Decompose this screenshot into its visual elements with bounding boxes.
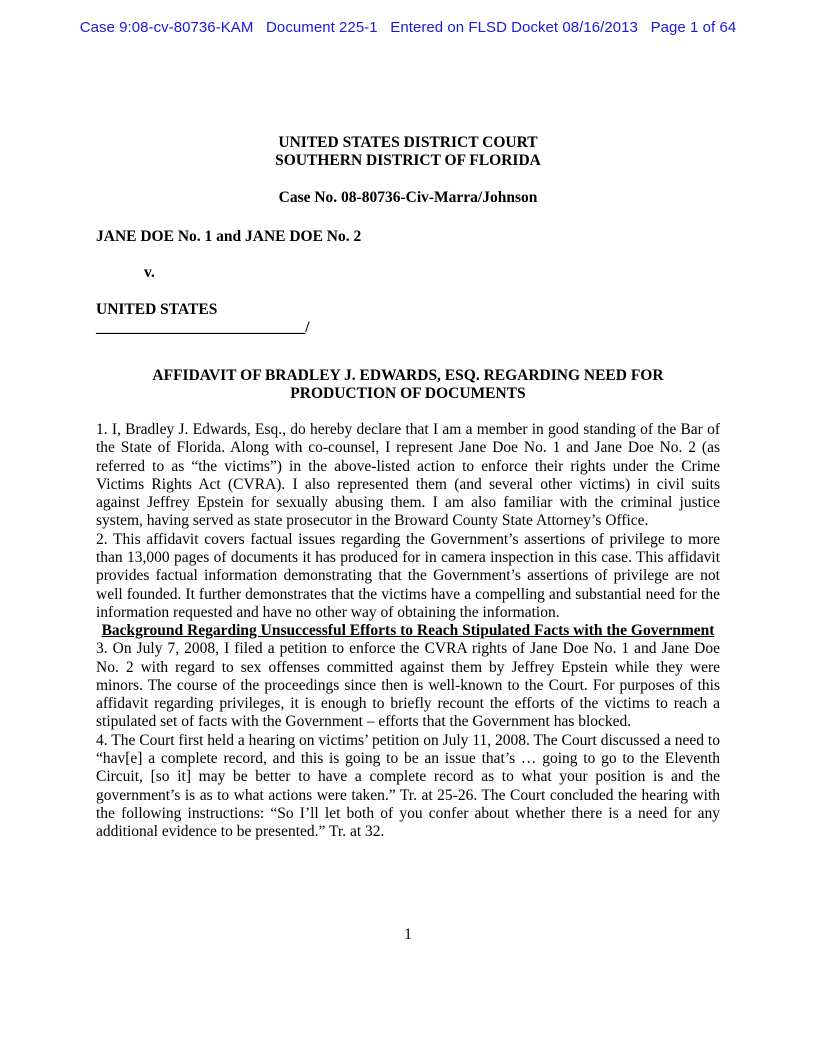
caption-underline: ___________________________/ [96, 319, 310, 336]
court-name-line1: UNITED STATES DISTRICT COURT [278, 134, 538, 151]
paragraph-4: 4. The Court first held a hearing on victims’ petition on July 11, 2008. The Court discussed a need to “hav[e] a complete record, and this is going to be an issue that’s … going to go to the Eleventh Circuit, [so it] may be better to have a complete record as to what your position is and the government’s is as to what actions were taken.” Tr. at 25-26. The Court concluded the hearing with the following instructions: “So I’ll let both of you confer about whether there is a need for any additional evidence to be presented.” Tr. at 32. [96, 731, 720, 841]
case-number: Case No. 08-80736-Civ-Marra/Johnson [278, 189, 538, 206]
defendant: UNITED STATES [96, 301, 218, 318]
document-title-line1: AFFIDAVIT OF BRADLEY J. EDWARDS, ESQ. REGARDING NEED FOR [152, 367, 664, 384]
paragraph-1: 1. I, Bradley J. Edwards, Esq., do hereby declare that I am a member in good standing of the Bar of the State of Florida. Along with co-counsel, I represent Jane Doe No. 1 and Jane Doe No. 2 (as referred to as “the victims”) in the above-listed action to enforce their rights under the Crime Victims Rights Act (CVRA). I also represented them (and several other victims) in civil suits against Jeffrey Epstein for sexually abusing them. I am also familiar with the criminal justice system, having served as state prosecutor in the Broward County State Attorney’s Office. [96, 421, 720, 530]
document-title-line2: PRODUCTION OF DOCUMENTS [290, 385, 526, 402]
section-heading: Background Regarding Unsuccessful Efforts to Reach Stipulated Facts with the Government [101, 622, 715, 640]
docket-header-stamp: Case 9:08-cv-80736-KAM Document 225-1 Entered on FLSD Docket 08/16/2013 Page 1 of 64 [79, 19, 737, 36]
court-name-line2: SOUTHERN DISTRICT OF FLORIDA [275, 152, 541, 169]
paragraph-3: 3. On July 7, 2008, I filed a petition to enforce the CVRA rights of Jane Doe No. 1 and Jane Doe No. 2 with regard to sex offenses committed against them by Jeffrey Epstein while they were minors. The course of the proceedings since then is well-known to the Court. For purposes of this affidavit regarding privileges, it is enough to briefly recount the efforts of the victims to reach a stipulated set of facts with the Government – efforts that the Government has blocked. [96, 640, 720, 731]
versus: v. [144, 264, 155, 281]
plaintiffs: JANE DOE No. 1 and JANE DOE No. 2 [96, 228, 362, 245]
document-body [96, 134, 720, 842]
paragraph-2: 2. This affidavit covers factual issues regarding the Government’s assertions of privilege to more than 13,000 pages of documents it has produced for in camera inspection in this case. This affidavit provides factual information demonstrating that the Government’s assertions of privilege are not well founded. It further demonstrates that the victims have a compelling and substantial need for the information requested and have no other way of obtaining the information. [96, 530, 720, 621]
page-number: 1 [404, 926, 412, 943]
document-title [96, 367, 720, 403]
